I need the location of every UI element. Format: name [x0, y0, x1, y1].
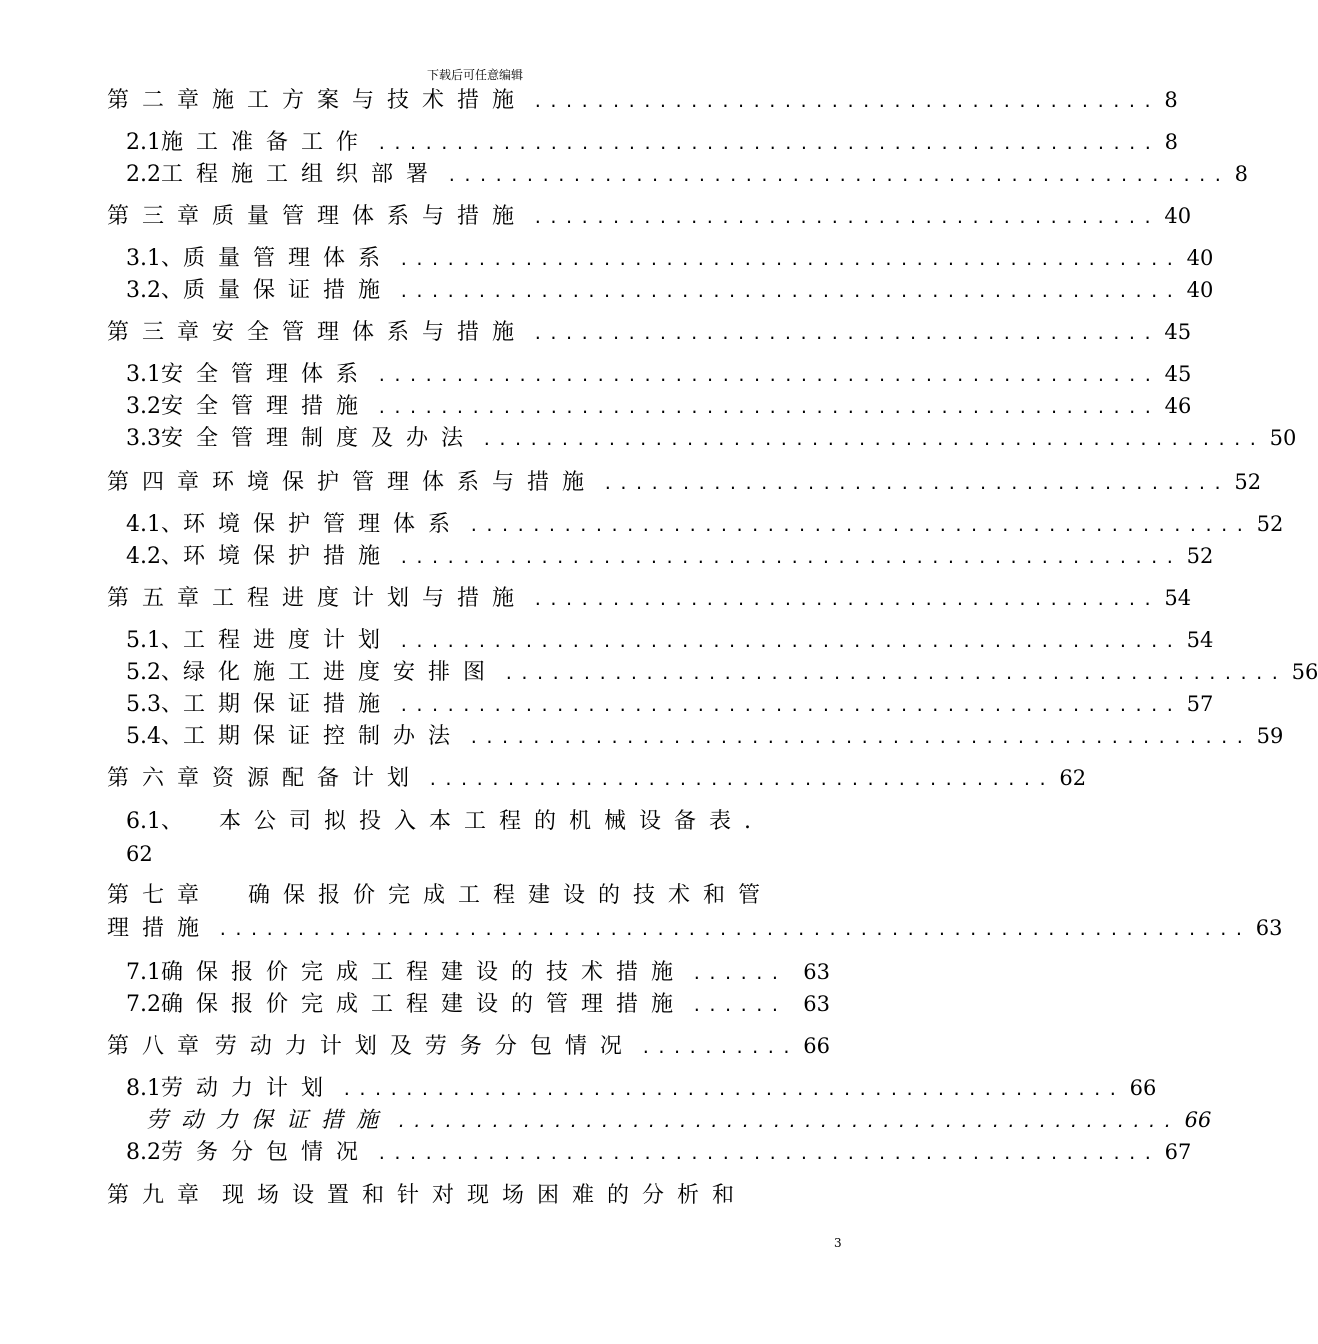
leader-dots: ..................................................: [377, 1144, 1159, 1163]
section-number: 5.4、: [126, 724, 183, 749]
section-title: 安全管理体系: [161, 362, 372, 387]
toc-section-7-2[interactable]: [126, 988, 830, 1022]
leader-dots: ......: [692, 996, 786, 1015]
section-title: 工期保证措施: [183, 692, 394, 717]
page-ref: 40: [1186, 246, 1214, 270]
chapter-title: 环境保护管理体系与措施: [212, 470, 598, 495]
page-number: 3: [834, 1236, 842, 1250]
leader-dots: ..................................................: [482, 430, 1264, 449]
page-ref: 66: [1184, 1108, 1212, 1132]
section-number: 4.1、: [126, 512, 183, 537]
section-title: 质量管理体系: [183, 246, 394, 271]
chapter-title: 现场设置和针对现场困难的分析和: [222, 1183, 748, 1208]
toc-section-3-1-quality[interactable]: [126, 242, 1214, 276]
chapter-title: 资源配备计划: [212, 766, 423, 791]
section-number: 5.1、: [126, 628, 183, 653]
section-title-tail: .: [744, 809, 765, 834]
toc-chapter-8[interactable]: [107, 1030, 830, 1064]
toc-chapter-3-safety[interactable]: [107, 316, 1192, 350]
page-ref: 63: [803, 960, 830, 984]
leader-dots: ..........: [640, 1038, 798, 1057]
leader-dots: ..................................................: [399, 696, 1181, 715]
leader-dots: ..................................................: [377, 398, 1159, 417]
chapter-title-line2: 理措施: [107, 916, 213, 941]
leader-dots: ........................................: [533, 208, 1159, 227]
section-number: 2.1: [126, 130, 161, 155]
toc-section-8-1[interactable]: [126, 1072, 1157, 1106]
toc-section-2-2[interactable]: [126, 158, 1249, 192]
section-title: 确保报价完成工程建设的管理措施: [161, 992, 687, 1017]
toc-section-2-1[interactable]: [126, 126, 1179, 160]
chapter-number: 第三章: [107, 204, 213, 229]
chapter-title: 工程进度计划与措施: [212, 586, 528, 611]
section-number: 3.3: [126, 426, 161, 451]
page-ref: 45: [1164, 320, 1192, 344]
leader-dots: ..................................................................: [218, 920, 1250, 939]
page-ref: 63: [803, 992, 830, 1016]
leader-dots: ........................................: [428, 770, 1054, 789]
section-number: 6.1、: [126, 809, 183, 834]
leader-dots: ..................................................: [399, 632, 1181, 651]
page-ref: 40: [1164, 204, 1192, 228]
toc-chapter-4[interactable]: [107, 466, 1262, 500]
toc-section-4-1[interactable]: [126, 508, 1284, 542]
toc-section-3-2-quality[interactable]: [126, 274, 1214, 308]
chapter-number: 第三章: [107, 320, 213, 345]
toc-section-3-2-safety[interactable]: [126, 390, 1192, 424]
chapter-number: 第四章: [107, 470, 213, 495]
page-ref: 52: [1256, 512, 1284, 536]
leader-dots: ..................................................: [447, 166, 1229, 185]
chapter-title: 安全管理体系与措施: [212, 320, 528, 345]
section-title: 施工准备工作: [161, 130, 372, 155]
section-number: 5.2、: [126, 660, 183, 685]
toc-chapter-5[interactable]: [107, 582, 1192, 616]
page-ref: 57: [1186, 692, 1214, 716]
leader-dots: ..................................................: [399, 282, 1181, 301]
leader-dots: ..................................................: [399, 548, 1181, 567]
leader-dots: ......: [692, 964, 786, 983]
section-title: 安全管理措施: [161, 394, 372, 419]
chapter-number: 第六章: [107, 766, 213, 791]
chapter-number: 第二章: [107, 88, 213, 113]
toc-section-5-4[interactable]: [126, 720, 1284, 754]
section-title: 绿化施工进度安排图: [183, 660, 499, 685]
chapter-number: 第九章: [107, 1183, 213, 1208]
page-ref: 54: [1186, 628, 1214, 652]
section-title: 安全管理制度及办法: [161, 426, 477, 451]
section-title: 环境保护管理体系: [183, 512, 464, 537]
section-number: 7.2: [126, 992, 161, 1017]
page-ref: 67: [1164, 1140, 1192, 1164]
toc-section-6-1-page: 62: [126, 842, 153, 866]
leader-dots: ..................................................: [377, 366, 1159, 385]
page-ref: 46: [1164, 394, 1192, 418]
toc-section-5-2[interactable]: [126, 656, 1318, 690]
page-ref: 40: [1186, 278, 1214, 302]
toc-chapter-3-quality[interactable]: [107, 200, 1192, 234]
chapter-number: 第八章: [107, 1034, 213, 1059]
chapter-title-line1: 确保报价完成工程建设的技术和管: [248, 883, 774, 908]
toc-section-4-2[interactable]: [126, 540, 1214, 574]
chapter-number: 第五章: [107, 586, 213, 611]
leader-dots: ........................................: [603, 474, 1229, 493]
page-ref: 54: [1164, 586, 1192, 610]
toc-section-8-2[interactable]: [126, 1136, 1192, 1170]
leader-dots: ..................................................: [504, 664, 1286, 683]
section-number: 3.2、: [126, 278, 183, 303]
leader-dots: ..................................................: [397, 1112, 1179, 1131]
page-ref: 8: [1234, 162, 1249, 186]
page-ref: 52: [1234, 470, 1262, 494]
section-number: 4.2、: [126, 544, 183, 569]
section-number: 3.2: [126, 394, 161, 419]
page-ref: 66: [803, 1034, 830, 1058]
toc-chapter-7[interactable]: [107, 880, 830, 912]
page-ref: 8: [1164, 130, 1179, 154]
leader-dots: ........................................: [533, 590, 1159, 609]
page-ref: 50: [1269, 426, 1297, 450]
page-ref: 59: [1256, 724, 1284, 748]
chapter-number: 第七章: [107, 883, 213, 908]
toc-section-3-3-safety[interactable]: [126, 422, 1297, 456]
toc-subsection-8-1-guarantee[interactable]: [146, 1104, 1212, 1138]
toc-section-5-3[interactable]: [126, 688, 1214, 722]
section-title: 质量保证措施: [183, 278, 394, 303]
section-number: 2.2: [126, 162, 161, 187]
leader-dots: ........................................: [533, 324, 1159, 343]
section-title: 劳务分包情况: [161, 1140, 372, 1165]
page-ref: 45: [1164, 362, 1192, 386]
leader-dots: ..................................................: [469, 728, 1251, 747]
leader-dots: ..................................................: [377, 134, 1159, 153]
chapter-title: 施工方案与技术措施: [212, 88, 528, 113]
toc-section-7-1[interactable]: [126, 956, 830, 990]
chapter-title: 质量管理体系与措施: [212, 204, 528, 229]
section-number: 8.2: [126, 1140, 161, 1165]
section-title: 工程施工组织部署: [161, 162, 442, 187]
page-ref: 8: [1164, 88, 1178, 112]
section-number: 3.1、: [126, 246, 183, 271]
section-title: 工期保证控制办法: [183, 724, 464, 749]
page-ref: 66: [1129, 1076, 1157, 1100]
page-ref: 62: [1059, 766, 1087, 790]
section-title: 本公司拟投入本工程的机械设备表: [219, 809, 745, 834]
toc-chapter-2[interactable]: [107, 84, 1178, 118]
section-number: 8.1: [126, 1076, 161, 1101]
section-title: 环境保护措施: [183, 544, 394, 569]
toc-chapter-6[interactable]: [107, 762, 1087, 796]
page-ref: 56: [1291, 660, 1318, 684]
section-title: 工程进度计划: [183, 628, 394, 653]
toc-section-3-1-safety[interactable]: [126, 358, 1192, 392]
toc-chapter-9[interactable]: [107, 1180, 830, 1212]
leader-dots: ........................................: [533, 92, 1159, 111]
section-title: 劳动力计划: [161, 1076, 337, 1101]
toc-chapter-7-cont[interactable]: [107, 912, 1283, 946]
leader-dots: ..................................................: [399, 250, 1181, 269]
page-ref: 52: [1186, 544, 1214, 568]
section-number: 3.1: [126, 362, 161, 387]
page-ref: 63: [1255, 916, 1283, 940]
toc-section-6-1[interactable]: [126, 806, 830, 838]
chapter-title: 劳动力计划及劳务分包情况: [214, 1034, 635, 1059]
section-title: 确保报价完成工程建设的技术措施: [161, 960, 687, 985]
leader-dots: ..................................................: [342, 1080, 1124, 1099]
page-header-note: 下载后可任意编辑: [426, 68, 523, 82]
section-number: 5.3、: [126, 692, 183, 717]
toc-section-5-1[interactable]: [126, 624, 1214, 658]
leader-dots: ..................................................: [469, 516, 1251, 535]
section-number: 7.1: [126, 960, 161, 985]
section-title: 劳动力保证措施: [146, 1108, 392, 1133]
